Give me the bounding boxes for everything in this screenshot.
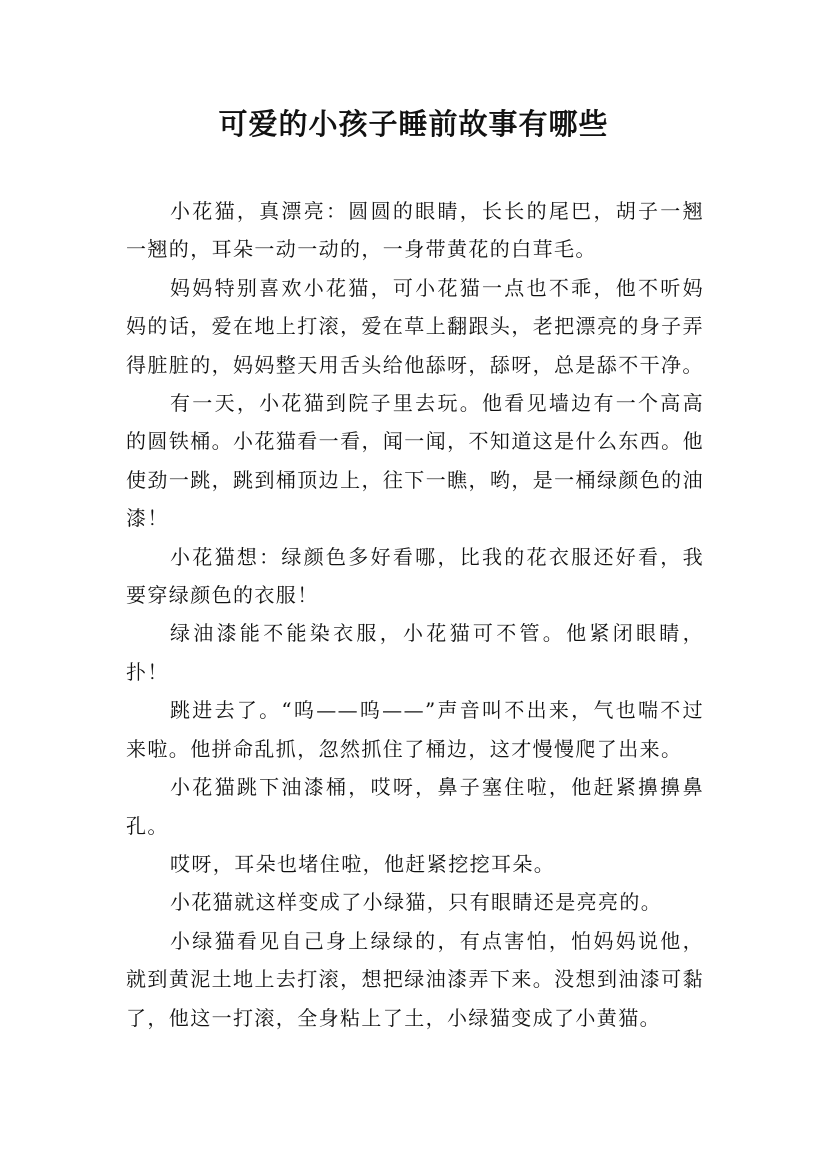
paragraph: 小花猫跳下油漆桶，哎呀，鼻子塞住啦，他赶紧擤擤鼻孔。 <box>126 775 704 838</box>
paragraph: 哎呀，耳朵也堵住啦，他赶紧挖挖耳朵。 <box>170 851 556 876</box>
document-title: 可爱的小孩子睡前故事有哪些 <box>218 107 609 141</box>
paragraph: 妈妈特别喜欢小花猫，可小花猫一点也不乖，他不听妈妈的话，爱在地上打滚，爱在草上翻跟头，老把漂亮的身子弄得脏脏的，妈妈整天用舌头给他舔呀，舔呀，总是舔不干净。 <box>126 275 704 377</box>
paragraph: 有一天，小花猫到院子里去玩。他看见墙边有一个高高的圆铁桶。小花猫看一看，闻一闻，不知道这是什么东西。他使劲一跳，跳到桶顶边上，往下一瞧，哟，是一桶绿颜色的油漆！ <box>126 391 704 531</box>
paragraph: 小花猫，真漂亮：圆圆的眼睛，长长的尾巴，胡子一翘一翘的，耳朵一动一动的，一身带黄花的白茸毛。 <box>126 199 704 262</box>
document-body <box>126 192 704 1037</box>
paragraph: 跳进去了。“呜——呜——”声音叫不出来，气也喘不过来啦。他拼命乱抓，忽然抓住了桶边，这才慢慢爬了出来。 <box>126 698 704 761</box>
paragraph: 小绿猫看见自己身上绿绿的，有点害怕，怕妈妈说他，就到黄泥土地上去打滚，想把绿油漆弄下来。没想到油漆可黏了，他这一打滚，全身粘上了土，小绿猫变成了小黄猫。 <box>126 928 704 1030</box>
paragraph: 小花猫想：绿颜色多好看哪，比我的花衣服还好看，我要穿绿颜色的衣服！ <box>126 544 704 608</box>
paragraph: 小花猫就这样变成了小绿猫，只有眼睛还是亮亮的。 <box>170 890 663 915</box>
paragraph: 绿油漆能不能染衣服，小花猫可不管。他紧闭眼睛，扑！ <box>126 621 704 684</box>
